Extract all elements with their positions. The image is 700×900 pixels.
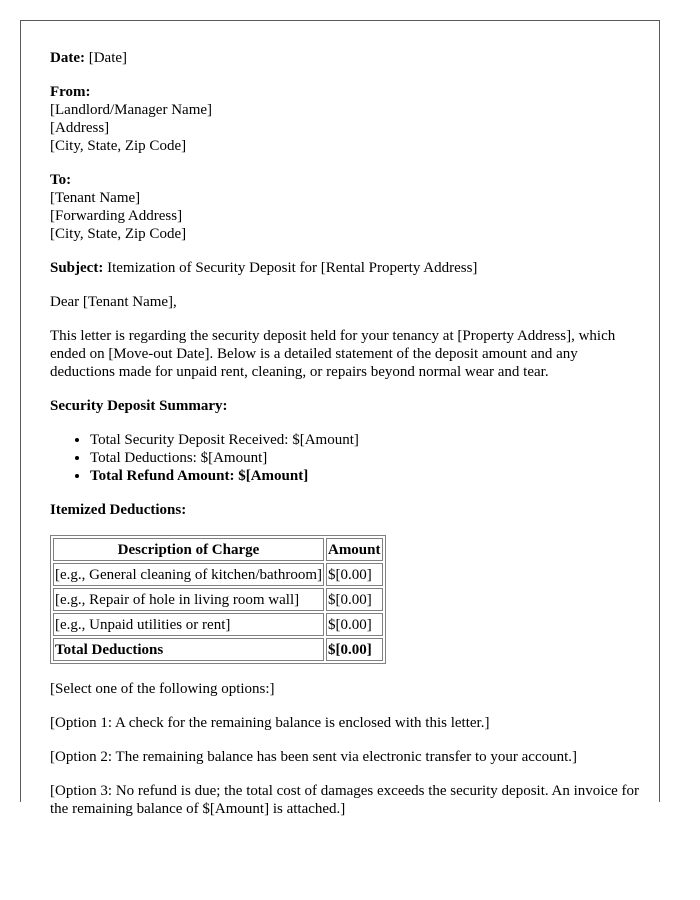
total-label: Total Deductions xyxy=(53,638,324,661)
row-amount: $[0.00] xyxy=(326,613,383,636)
from-name: [Landlord/Manager Name] xyxy=(50,102,213,118)
deductions-table xyxy=(50,535,386,664)
subject-label: Subject: xyxy=(50,260,104,276)
table-row xyxy=(53,613,383,636)
letter-page xyxy=(20,20,660,817)
date-value: [Date] xyxy=(88,50,128,66)
from-label: From: xyxy=(50,84,91,100)
row-amount: $[0.00] xyxy=(326,588,383,611)
summary-item-deposit-received: • Total Security Deposit Received: $[Amount] xyxy=(90,431,640,449)
total-amount: $[0.00] xyxy=(326,638,383,661)
table-header-row xyxy=(53,538,383,561)
subject-line xyxy=(50,259,640,277)
to-block xyxy=(50,171,640,243)
summary-heading: Security Deposit Summary: xyxy=(50,398,228,414)
intro-paragraph: This letter is regarding the security deposit held for your tenancy at [Property Address], which ended on [Move-out Date]. Below is a detailed statement of the deposit amount and any deductions made for unpaid rent, cleaning, or repairs beyond normal wear and tear. xyxy=(50,328,616,380)
deductions-heading: Itemized Deductions: xyxy=(50,502,187,518)
from-city-state-zip: [City, State, Zip Code] xyxy=(50,138,187,154)
column-header-amount: Amount xyxy=(326,538,383,561)
from-address: [Address] xyxy=(50,120,110,136)
date-line xyxy=(50,49,640,67)
option-2: [Option 2: The remaining balance has been sent via electronic transfer to your account.] xyxy=(50,749,578,765)
to-address: [Forwarding Address] xyxy=(50,208,183,224)
to-name: [Tenant Name] xyxy=(50,190,141,206)
row-amount: $[0.00] xyxy=(326,563,383,586)
row-description: [e.g., Repair of hole in living room wall] xyxy=(53,588,324,611)
table-total-row xyxy=(53,638,383,661)
to-label: To: xyxy=(50,172,72,188)
summary-item-total-deductions: • Total Deductions: $[Amount] xyxy=(90,449,640,467)
row-description: [e.g., General cleaning of kitchen/bathroom] xyxy=(53,563,324,586)
to-city-state-zip: [City, State, Zip Code] xyxy=(50,226,187,242)
options-intro: [Select one of the following options:] xyxy=(50,681,275,697)
salutation: Dear [Tenant Name], xyxy=(50,294,177,310)
table-row xyxy=(53,563,383,586)
row-description: [e.g., Unpaid utilities or rent] xyxy=(53,613,324,636)
from-block xyxy=(50,83,640,155)
table-row xyxy=(53,588,383,611)
column-header-description: Description of Charge xyxy=(53,538,324,561)
date-label: Date: xyxy=(50,50,85,66)
summary-item-refund-amount: • Total Refund Amount: $[Amount] xyxy=(90,467,640,485)
summary-list xyxy=(50,431,640,485)
option-1: [Option 1: A check for the remaining balance is enclosed with this letter.] xyxy=(50,715,490,731)
letter-content xyxy=(50,49,640,834)
option-3: [Option 3: No refund is due; the total cost of damages exceeds the security deposit. An invoice for the remaining balance of $[Amount] is attached.] xyxy=(50,783,640,817)
subject-value: Itemization of Security Deposit for [Rental Property Address] xyxy=(107,260,478,276)
